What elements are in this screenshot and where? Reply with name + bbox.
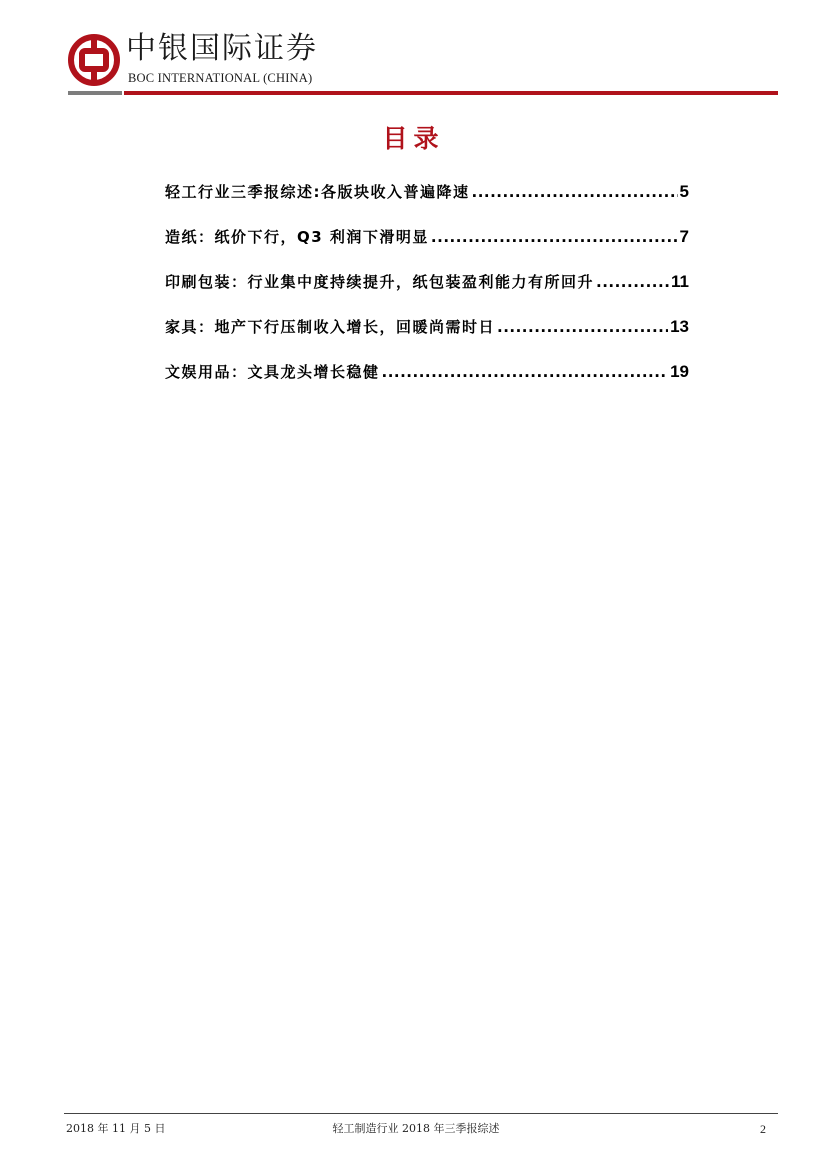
toc-entry[interactable] xyxy=(165,358,689,403)
footer-page-number: 2 xyxy=(760,1122,766,1136)
toc-leader-dots xyxy=(596,268,669,296)
toc-leader-dots xyxy=(497,313,668,341)
toc-entry[interactable] xyxy=(165,313,689,358)
toc-entry-text: 轻工行业三季报综述:各版块收入普遍降速 xyxy=(165,183,470,201)
toc-entry[interactable] xyxy=(165,223,689,268)
table-of-contents xyxy=(165,178,689,403)
toc-entry[interactable] xyxy=(165,268,689,313)
footer-rule xyxy=(64,1113,778,1114)
toc-entry-text: 印刷包装：行业集中度持续提升，纸包装盈利能力有所回升 xyxy=(165,273,595,291)
toc-entry-page: 13 xyxy=(670,317,689,336)
toc-entry-text: 家具：地产下行压制收入增长，回暖尚需时日 xyxy=(165,318,496,336)
toc-entry-page: 11 xyxy=(671,272,689,291)
brand-name-en: BOC INTERNATIONAL (CHINA) xyxy=(128,71,313,85)
footer-date: 2018 年 11 月 5 日 xyxy=(66,1122,166,1135)
header-rule-red xyxy=(124,91,778,95)
toc-title: 目录 xyxy=(382,124,445,153)
toc-entry-page: 5 xyxy=(679,182,689,201)
toc-leader-dots xyxy=(431,223,678,251)
footer-report-title: 轻工制造行业 2018 年三季报综述 xyxy=(332,1122,500,1135)
boc-logo-icon xyxy=(68,34,120,86)
page-header xyxy=(68,30,778,100)
toc-entry[interactable] xyxy=(165,178,689,223)
toc-leader-dots xyxy=(472,178,678,206)
toc-entry-text: 文娱用品：文具龙头增长稳健 xyxy=(165,363,380,381)
page-footer xyxy=(66,1121,766,1137)
toc-entry-page: 19 xyxy=(670,362,689,381)
toc-entry-page: 7 xyxy=(679,227,689,246)
brand-name-cn: 中银国际证券 xyxy=(126,31,318,66)
header-rule-grey xyxy=(68,91,122,95)
toc-leader-dots xyxy=(382,358,669,386)
toc-entry-text: 造纸：纸价下行，Q3 利润下滑明显 xyxy=(165,228,429,246)
